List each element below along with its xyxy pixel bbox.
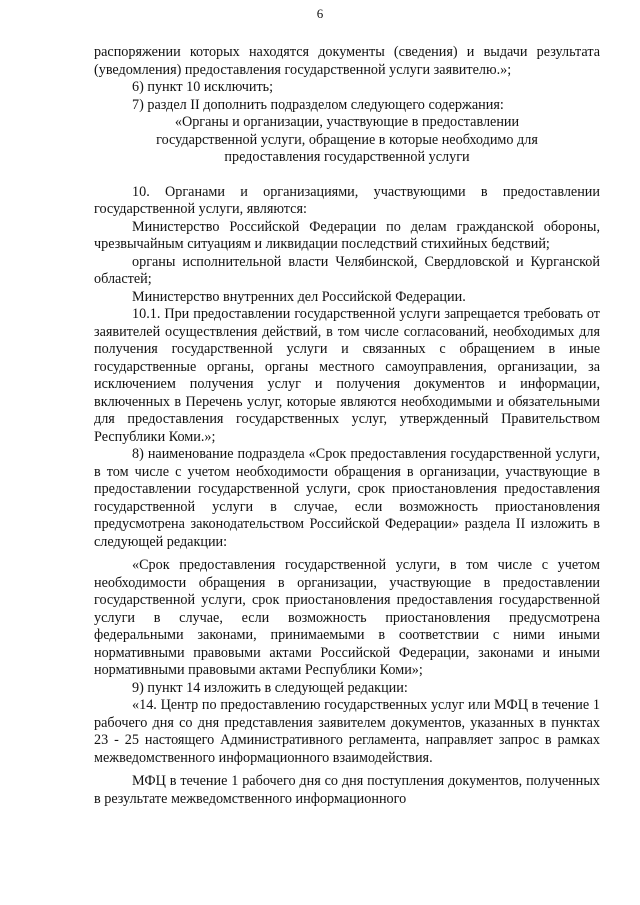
subsection-title-new: «Срок предоставления государственной услуги, в том числе с учетом необходимости обращения в организации, участвующие в предоставлении государственной услуги, срок приостановления предоставления государственной услуги в случае, если возможность приостановления предусмотрена федеральными законами, принимаемыми в соответствии с ними иными нормативными правовыми актами Российской Федерации, законами и иными нормативными правовыми актами Республики Коми»; bbox=[94, 557, 600, 678]
item-9: 9) пункт 14 изложить в следующей редакции: bbox=[132, 679, 408, 696]
paragraph-continuation: распоряжении которых находятся документы (сведения) и выдачи результата (уведомления) предоставления государственной услуги заявителю.»; bbox=[94, 44, 600, 78]
point-10-1: 10.1. При предоставлении государственной услуги запрещается требовать от заявителей осуществления действий, в том числе согласований, необходимых для получения государственной услуги и связанных с обращением в иные государственные органы, органы местного самоуправления, организации, за исключением получения услуг и получения документов и информации, включенных в Перечень услуг, которые являются необходимыми и обязательными для предоставления государственных услуг, утвержденный Правительством Республики Коми.»; bbox=[94, 306, 600, 445]
regional-authorities: органы исполнительной власти Челябинской, Свердловской и Курганской областей; bbox=[94, 253, 600, 287]
point-14: «14. Центр по предоставлению государственных услуг или МФЦ в течение 1 рабочего дня со дня представления заявителем документов, указанных в пунктах 23 - 25 настоящего Административного регламента, направляет запрос в рамках межведомственного информационного взаимодействия. bbox=[94, 697, 600, 766]
item-6: 6) пункт 10 исключить; bbox=[132, 79, 274, 95]
page-number: 6 bbox=[316, 6, 324, 21]
subsection-heading: «Органы и организации, участвующие в предоставлении государственной услуги, обращение в которые необходимо для предоставления государственной услуги bbox=[156, 114, 538, 165]
point-10: 10. Органами и организациями, участвующими в предоставлении государственной услуги, являются: bbox=[94, 183, 600, 217]
document-body bbox=[94, 44, 600, 808]
ministry-internal-affairs: Министерство внутренних дел Российской Федерации. bbox=[132, 288, 466, 305]
item-7: 7) раздел II дополнить подразделом следующего содержания: bbox=[132, 96, 504, 113]
item-8: 8) наименование подраздела «Срок предоставления государственной услуги, в том числе с учетом необходимости обращения в организации, участвующие в предоставлении государственной услуги, срок приостановления предоставления государственной услуги в случае, если возможность приостановления предусмотрена законодательством Российской Федерации» раздела II изложить в следующей редакции: bbox=[94, 446, 600, 550]
ministry-emergency: Министерство Российской Федерации по делам гражданской обороны, чрезвычайным ситуациям и ликвидации последствий стихийных бедствий; bbox=[94, 218, 600, 252]
mfc-paragraph: МФЦ в течение 1 рабочего дня со дня поступления документов, полученных в результате межведомственного информационного bbox=[94, 773, 600, 807]
